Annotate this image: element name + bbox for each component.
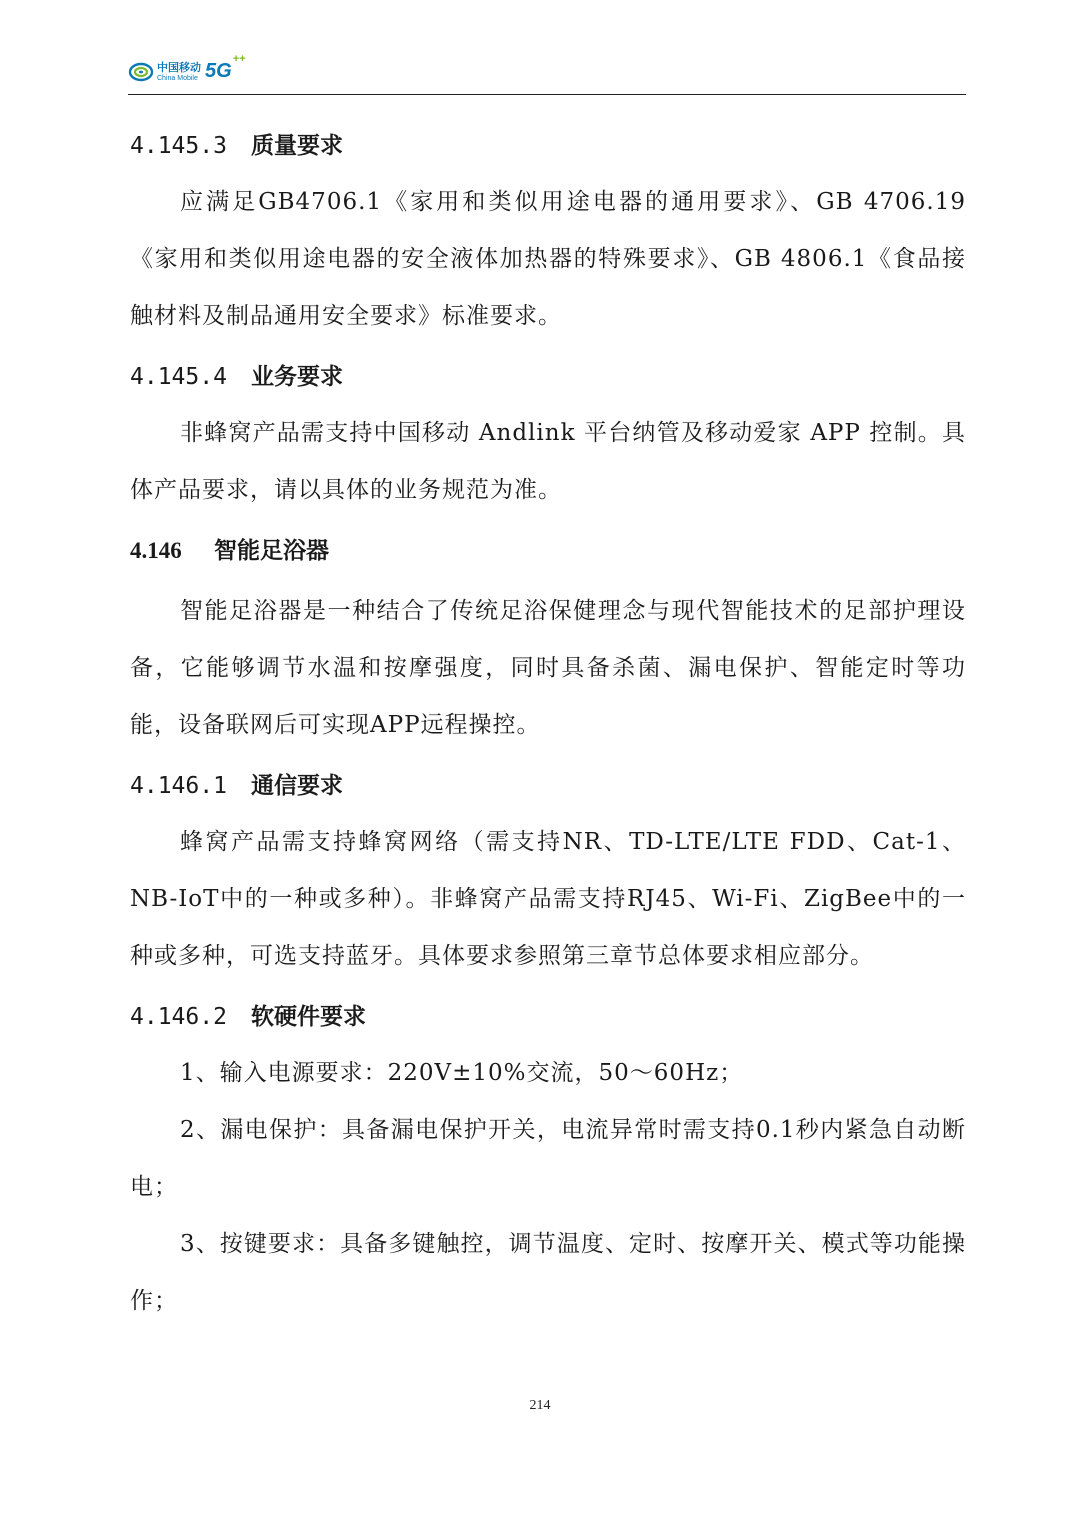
list-item-power-input: 1、输入电源要求：220V±10%交流，50～60Hz； — [180, 1060, 744, 1086]
section-title: 业务要求 — [251, 363, 344, 390]
section-heading-4-145-3 — [130, 118, 966, 174]
paragraph-foot-bath-intro: 智能足浴器是一种结合了传统足浴保健理念与现代智能技术的足部护理设备，它能够调节水温和按摩强度，同时具备杀菌、漏电保护、智能定时等功能，设备联网后可实现APP远程操控。 — [130, 598, 966, 738]
header-divider — [128, 94, 966, 95]
section-heading-4-146 — [130, 523, 966, 579]
section-number: 4.146.1 — [130, 773, 227, 799]
logo-5g-plus: ++ — [232, 53, 246, 65]
list-item-leakage-protection: 2、漏电保护：具备漏电保护开关，电流异常时需支持0.1秒内紧急自动断电； — [130, 1117, 966, 1200]
page-number: 214 — [529, 1398, 551, 1413]
logo-english-name: China Mobile — [157, 74, 198, 82]
section-title: 智能足浴器 — [214, 537, 330, 564]
paragraph-quality-requirements: 应满足GB4706.1《家用和类似用途电器的通用要求》、GB 4706.19《家用和类似用途电器的安全液体加热器的特殊要求》、GB 4806.1《食品接触材料及制品通用安全要求》标准要求。 — [130, 189, 966, 329]
logo-chinese-name: 中国移动 — [157, 60, 201, 74]
section-heading-4-146-1 — [130, 758, 966, 814]
section-title: 软硬件要求 — [251, 1003, 367, 1030]
china-mobile-swirl-icon — [128, 61, 154, 83]
section-heading-4-146-2 — [130, 989, 966, 1045]
section-title: 通信要求 — [251, 772, 344, 799]
document-body — [130, 118, 966, 1330]
list-item-button-requirements: 3、按键要求：具备多键触控，调节温度、定时、按摩开关、模式等功能操作； — [130, 1231, 966, 1314]
section-title: 质量要求 — [251, 132, 344, 159]
section-number: 4.146.2 — [130, 1004, 227, 1030]
paragraph-communication-requirements: 蜂窝产品需支持蜂窝网络（需支持NR、TD-LTE/LTE FDD、Cat-1、NB-IoT中的一种或多种）。非蜂窝产品需支持RJ45、Wi-Fi、ZigBee中的一种或多种，可选支持蓝牙。具体要求参照第三章节总体要求相应部分。 — [130, 829, 966, 969]
section-heading-4-145-4 — [130, 349, 966, 405]
paragraph-business-requirements: 非蜂窝产品需支持中国移动 Andlink 平台纳管及移动爱家 APP 控制。具体产品要求，请以具体的业务规范为准。 — [130, 420, 966, 503]
page-header — [128, 53, 966, 98]
section-number: 4.145.4 — [130, 364, 227, 390]
section-number: 4.146 — [130, 538, 182, 563]
logo-5g-text: 5G — [205, 60, 232, 82]
china-mobile-logo — [128, 53, 246, 83]
logo-5g-mark — [205, 53, 246, 83]
section-number: 4.145.3 — [130, 133, 227, 159]
